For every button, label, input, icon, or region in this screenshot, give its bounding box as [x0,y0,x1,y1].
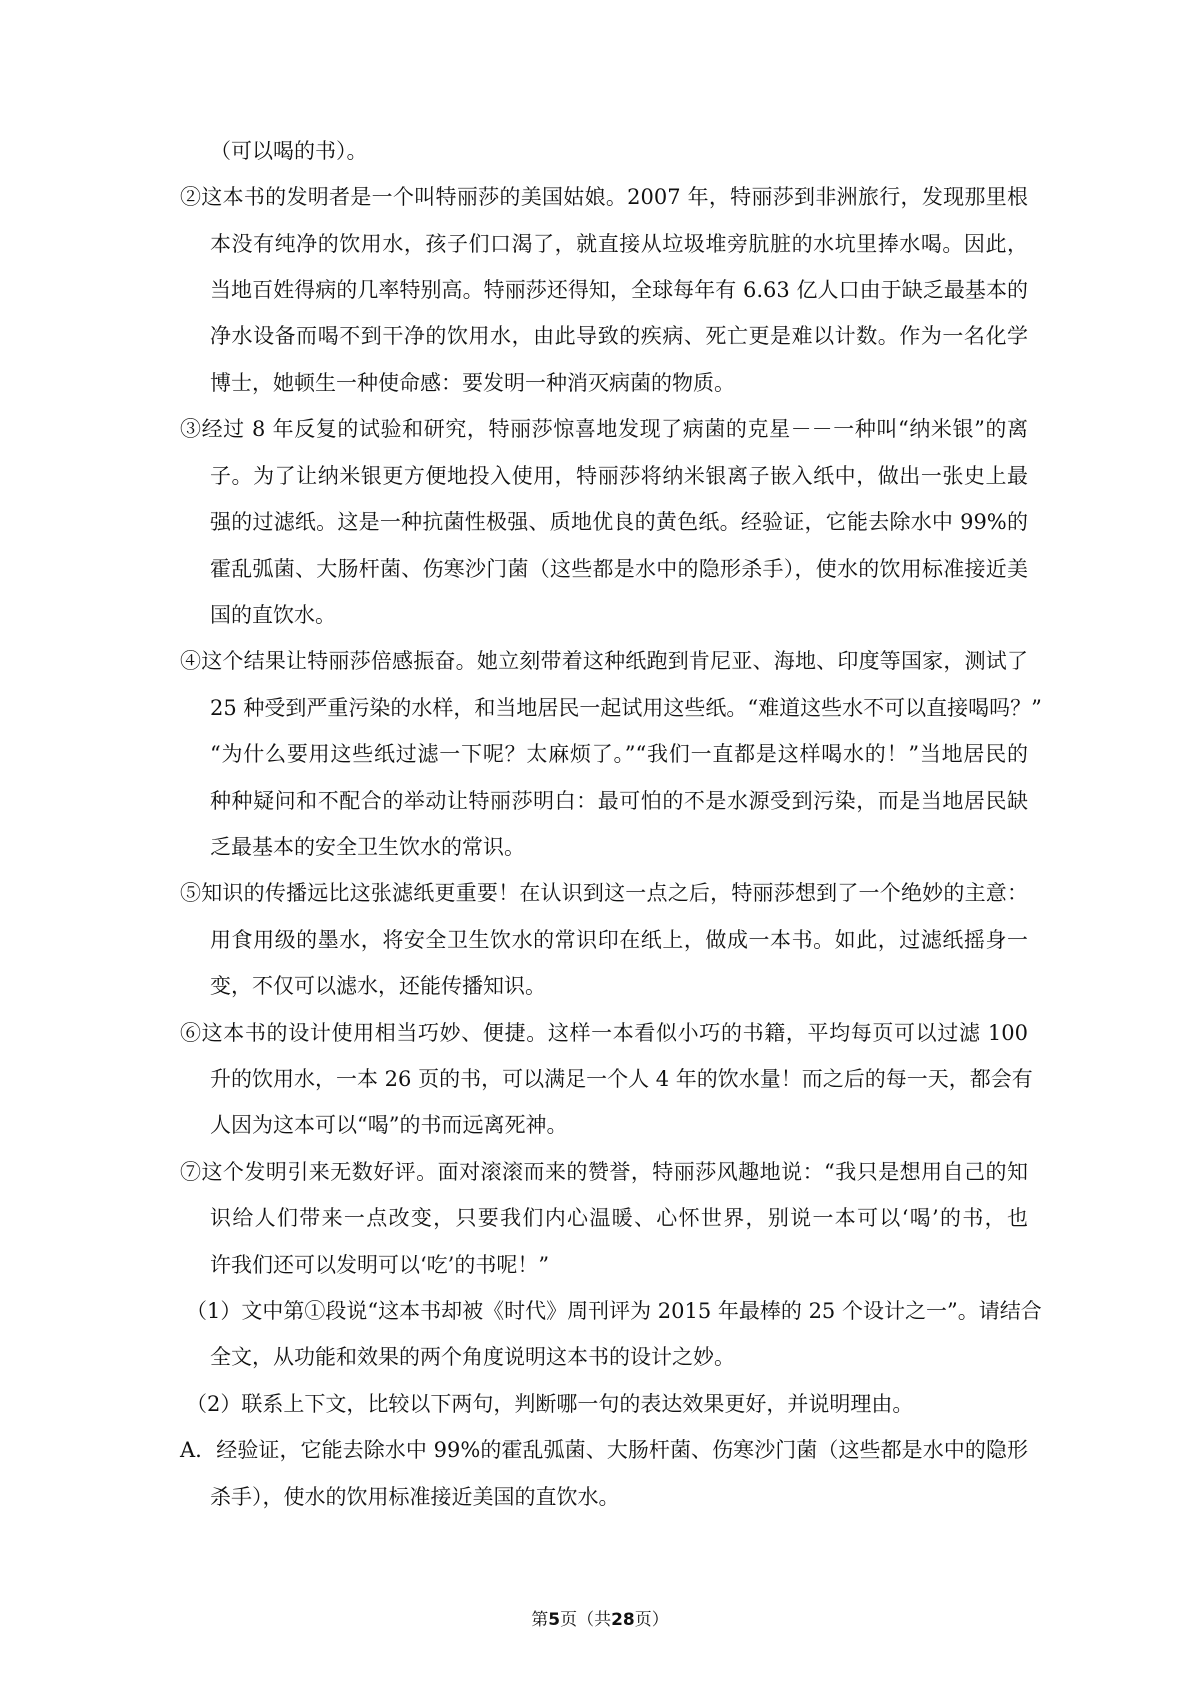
question-1-line: （1）文中第①段说“这本书却被《时代》周刊评为 2015 年最棒的 25 个设计之一”。请结合 [186,1299,1042,1323]
paragraph-3-line: 霍乱弧菌、大肠杆菌、伤寒沙门菌（这些都是水中的隐形杀手），使水的饮用标准接近美 [210,557,1028,581]
paragraph-4-line: ④这个结果让特丽莎倍感振奋。她立刻带着这种纸跑到肯尼亚、海地、印度等国家，测试了 [180,649,1028,673]
paragraph-5-line: 用食用级的墨水，将安全卫生饮水的常识印在纸上，做成一本书。如此，过滤纸摇身一 [210,928,1028,952]
paragraph-7-line: 识给人们带来一点改变，只要我们内心温暖、心怀世界，别说一本可以‘喝’的书，也 [210,1206,1028,1230]
paragraph-4-line: 乏最基本的安全卫生饮水的常识。 [210,835,525,859]
paragraph-3-line: 强的过滤纸。这是一种抗菌性极强、质地优良的黄色纸。经验证，它能去除水中 99%的 [210,510,1028,534]
footer-total-pages: 28 [611,1610,635,1630]
paragraph-7-line: ⑦这个发明引来无数好评。面对滚滚而来的赞誉，特丽莎风趣地说：“我只是想用自己的知 [180,1160,1028,1184]
paragraph-2-line: 净水设备而喝不到干净的饮用水，由此导致的疾病、死亡更是难以计数。作为一名化学 [210,324,1028,348]
paragraph-4-line: “为什么要用这些纸过滤一下呢？太麻烦了。”“我们一直都是这样喝水的！”当地居民的 [210,742,1028,766]
paragraph-2-line: 当地百姓得病的几率特别高。特丽莎还得知，全球每年有 6.63 亿人口由于缺乏最基本的 [210,278,1028,302]
option-a-line: A．经验证，它能去除水中 99%的霍乱弧菌、大肠杆菌、伤寒沙门菌（这些都是水中的隐形 [180,1438,1028,1462]
paragraph-5-line: ⑤知识的传播远比这张滤纸更重要！在认识到这一点之后，特丽莎想到了一个绝妙的主意： [180,881,1028,905]
paragraph-3-line: 子。为了让纳米银更方便地投入使用，特丽莎将纳米银离子嵌入纸中，做出一张史上最 [210,464,1028,488]
footer-middle: 页（共 [560,1610,612,1630]
paragraph-2-line: 本没有纯净的饮用水，孩子们口渴了，就直接从垃圾堆旁肮脏的水坑里捧水喝。因此， [210,232,1028,256]
paragraph-3-line: 国的直饮水。 [210,603,336,627]
footer-page-number: 5 [548,1610,561,1630]
paragraph-4-line: 种种疑问和不配合的举动让特丽莎明白：最可怕的不是水源受到污染，而是当地居民缺 [210,789,1028,813]
paragraph-2-line: 博士，她顿生一种使命感：要发明一种消灭病菌的物质。 [210,371,735,395]
footer-suffix: 页） [634,1610,669,1630]
paragraph-4-line: 25 种受到严重污染的水样，和当地居民一起试用这些纸。“难道这些水不可以直接喝吗？” [210,696,1042,720]
footer-prefix: 第 [531,1610,549,1630]
paragraph-6-line: ⑥这本书的设计使用相当巧妙、便捷。这样一本看似小巧的书籍，平均每页可以过滤 100 [180,1021,1028,1045]
option-a-line: 杀手），使水的饮用标准接近美国的直饮水。 [210,1485,620,1509]
text-line: （可以喝的书）。 [210,139,368,163]
paragraph-6-line: 人因为这本可以“喝”的书而远离死神。 [210,1113,568,1137]
question-2-line: （2）联系上下文，比较以下两句，判断哪一句的表达效果更好，并说明理由。 [186,1392,914,1416]
paragraph-3-line: ③经过 8 年反复的试验和研究，特丽莎惊喜地发现了病菌的克星－－一种叫“纳米银”的离 [180,417,1028,441]
paragraph-2-line: ②这本书的发明者是一个叫特丽莎的美国姑娘。2007 年，特丽莎到非洲旅行，发现那里根 [180,185,1028,209]
paragraph-7-line: 许我们还可以发明可以‘吃’的书呢！” [210,1253,550,1277]
paragraph-6-line: 升的饮用水，一本 26 页的书，可以满足一个人 4 年的饮水量！而之后的每一天，都会有 [210,1067,1033,1091]
page-footer [0,1608,1200,1632]
paragraph-5-line: 变，不仅可以滤水，还能传播知识。 [210,974,546,998]
question-1-line: 全文，从功能和效果的两个角度说明这本书的设计之妙。 [210,1345,735,1369]
